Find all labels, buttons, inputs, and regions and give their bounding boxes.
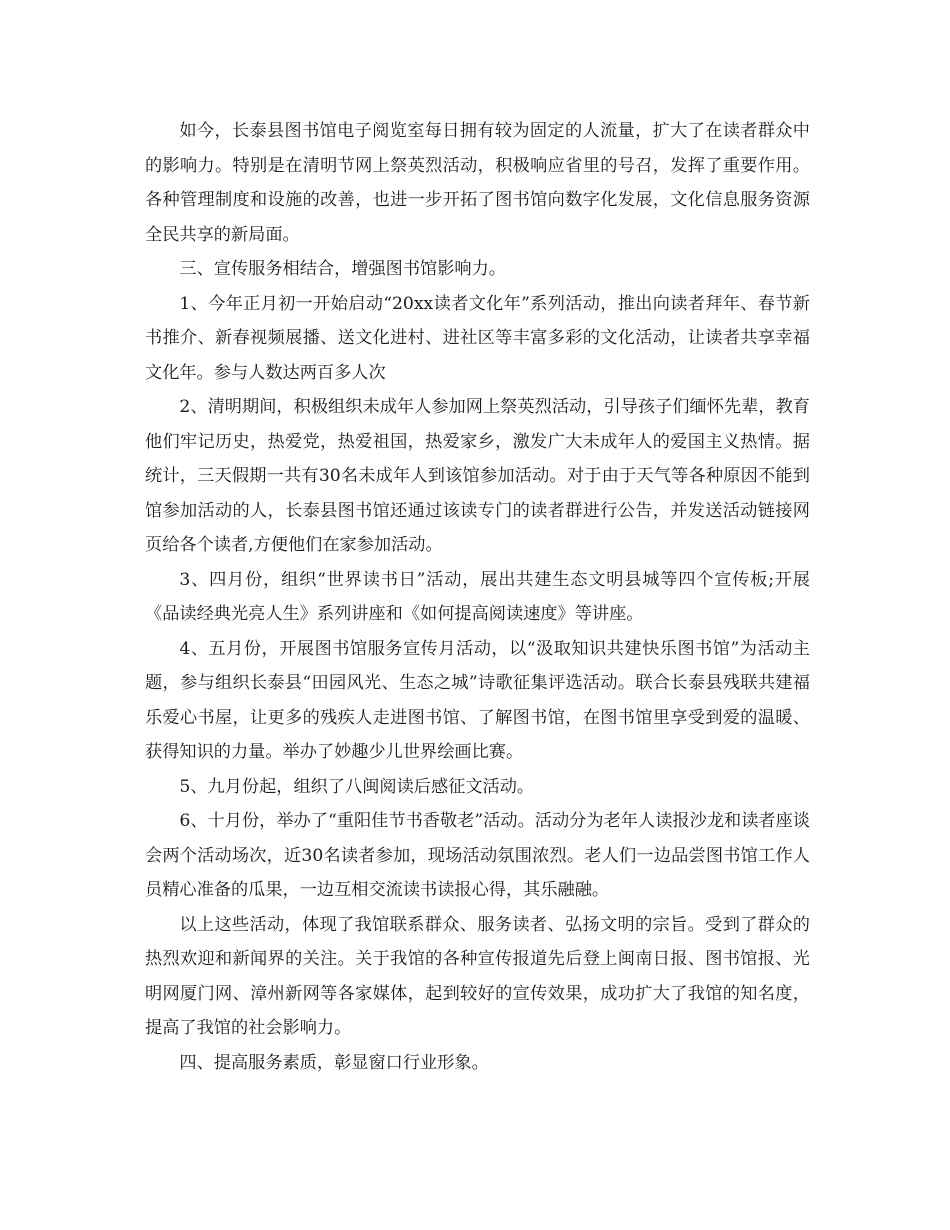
list-item-3: 3、四月份，组织“世界读书日”活动，展出共建生态文明县城等四个宣传板;开展《品读经典光亮人生》系列讲座和《如何提高阅读速度》等讲座。 — [145, 569, 810, 624]
section-heading-4: 四、提高服务素质，彰显窗口行业形象。 — [179, 1052, 489, 1073]
paragraph-summary: 以上这些活动，体现了我馆联系群众、服务读者、弘扬文明的宗旨。受到了群众的热烈欢迎和新闻界的关注。关于我馆的各种宣传报道先后登上闽南日报、图书馆报、光明网厦门网、漳州新网等各家媒体，起到较好的宣传效果，成功扩大了我馆的知名度，提高了我馆的社会影响力。 — [145, 914, 810, 1038]
paragraph-intro: 如今，长泰县图书馆电子阅览室每日拥有较为固定的人流量，扩大了在读者群众中的影响力。特别是在清明节网上祭英烈活动，积极响应省里的号召，发挥了重要作用。各种管理制度和设施的改善，也进一步开拓了图书馆向数字化发展，文化信息服务资源全民共享的新局面。 — [145, 121, 810, 245]
list-item-2: 2、清明期间，积极组织未成年人参加网上祭英烈活动，引导孩子们缅怀先辈，教育他们牢记历史，热爱党，热爱祖国，热爱家乡，激发广大未成年人的爱国主义热情。据统计，三天假期一共有30名未成年人到该馆参加活动。对于由于天气等各种原因不能到馆参加活动的人，长泰县图书馆还通过该读专门的读者群进行公告，并发送活动链接网页给各个读者,方便他们在家参加活动。 — [145, 397, 810, 555]
section-heading-3: 三、宣传服务相结合，增强图书馆影响力。 — [179, 259, 506, 279]
document-body — [145, 114, 810, 1080]
list-item-5: 5、九月份起，组织了八闽阅读后感征文活动。 — [179, 776, 535, 797]
list-item-6: 6、十月份，举办了“重阳佳节书香敬老”活动。活动分为老年人读报沙龙和读者座谈会两个活动场次，近30名读者参加，现场活动氛围浓烈。老人们一边品尝图书馆工作人员精心准备的瓜果，一边互相交流读书读报心得，其乐融融。 — [145, 811, 810, 900]
list-item-1: 1、今年正月初一开始启动“20xx读者文化年”系列活动，推出向读者拜年、春节新书推介、新春视频展播、送文化进村、进社区等丰富多彩的文化活动，让读者共享幸福文化年。参与人数达两百多人次 — [145, 293, 810, 383]
list-item-4: 4、五月份，开展图书馆服务宣传月活动，以“汲取知识共建快乐图书馆”为活动主题，参与组织长泰县“田园风光、生态之城”诗歌征集评选活动。联合长泰县残联共建福乐爱心书屋，让更多的残疾人走进图书馆、了解图书馆，在图书馆里享受到爱的温暖、获得知识的力量。举办了妙趣少儿世界绘画比赛。 — [145, 638, 810, 762]
